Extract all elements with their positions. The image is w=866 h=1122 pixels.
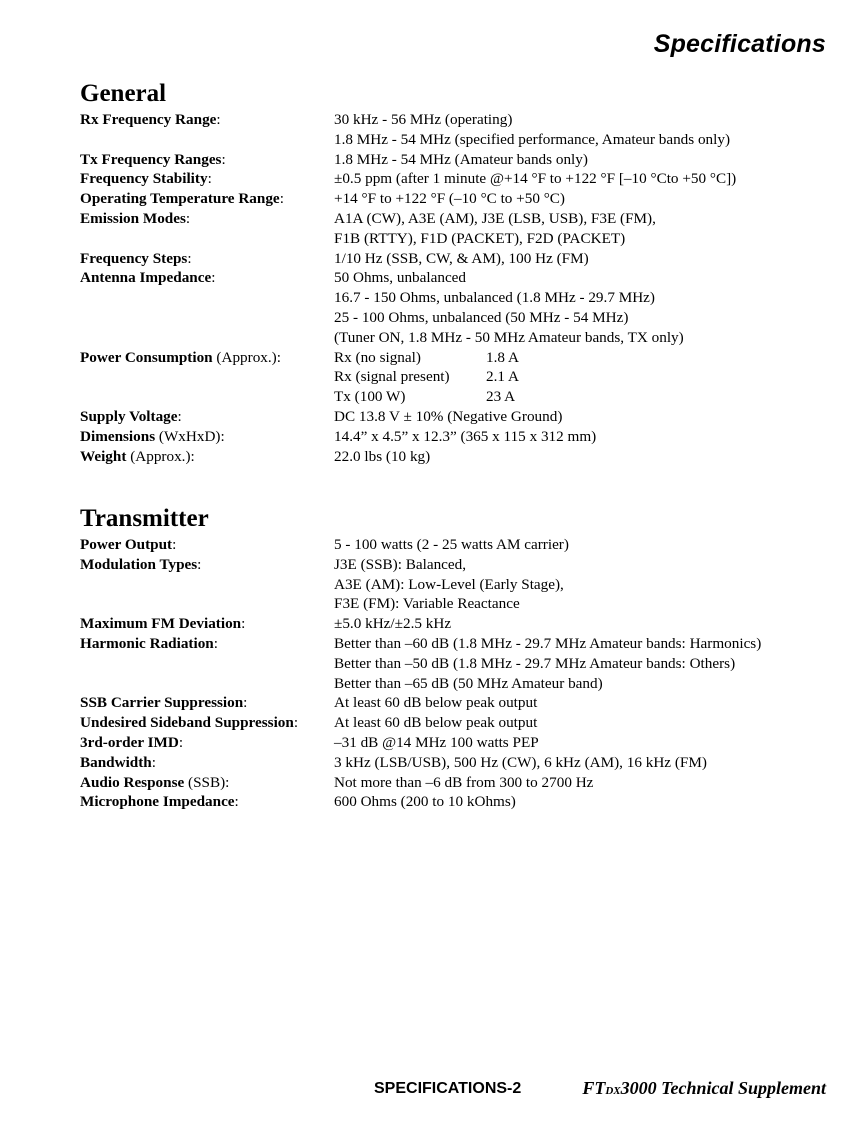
spec-values <box>334 555 840 614</box>
spec-label-bold: Supply Voltage <box>80 407 178 425</box>
spec-label <box>80 733 334 753</box>
spec-row <box>80 792 840 812</box>
spec-values <box>334 792 840 812</box>
spec-label-bold: Audio Response <box>80 773 185 791</box>
spec-values <box>334 693 840 713</box>
spec-value: At least 60 dB below peak output <box>334 714 538 732</box>
spec-values <box>334 733 840 753</box>
spec-label-suffix: : <box>172 536 177 553</box>
spec-label <box>80 150 334 170</box>
spec-label-suffix: : <box>178 733 184 751</box>
spec-label <box>80 773 334 793</box>
spec-value: (Tuner ON, 1.8 MHz - 50 MHz Amateur bands, TX only) <box>334 328 684 346</box>
power-consumption-line <box>334 348 840 368</box>
spec-row <box>80 268 840 347</box>
spec-value: 1/10 Hz (SSB, CW, & AM), 100 Hz (FM) <box>334 249 589 267</box>
spec-label <box>80 693 334 713</box>
spec-label-bold: Power Output <box>80 536 173 553</box>
spec-label-bold: Operating Temperature Range <box>80 190 280 208</box>
spec-label-bold: Emission Modes <box>80 209 186 227</box>
spec-label-bold: Frequency Steps <box>80 249 188 267</box>
spec-label <box>80 169 334 189</box>
spec-value: 22.0 lbs (10 kg) <box>334 447 431 465</box>
power-condition: Rx (signal present) <box>334 368 450 386</box>
spec-values <box>334 427 840 447</box>
power-consumption-line <box>334 367 840 387</box>
spec-values <box>334 634 840 693</box>
spec-values <box>334 407 840 427</box>
spec-label-bold: Harmonic Radiation <box>80 634 214 652</box>
power-condition: Rx (no signal) <box>334 348 421 366</box>
spec-label-suffix: (Approx.): <box>126 447 195 465</box>
spec-label <box>80 634 334 693</box>
spec-label <box>80 535 334 555</box>
footer-model-title <box>582 1078 826 1099</box>
spec-values <box>334 110 840 150</box>
spec-value: J3E (SSB): Balanced, <box>334 555 467 573</box>
spec-label-bold: Power Consumption <box>80 348 213 366</box>
spec-label-suffix: (SSB): <box>184 773 230 791</box>
spec-label-bold: Modulation Types <box>80 555 198 573</box>
model-rest: 3000 Technical Supplement <box>620 1078 826 1098</box>
spec-label-suffix: : <box>211 269 216 287</box>
spec-row <box>80 427 840 447</box>
spec-value: A1A (CW), A3E (AM), J3E (LSB, USB), F3E (FM), <box>334 209 656 227</box>
spec-row <box>80 189 840 209</box>
spec-values <box>334 150 840 170</box>
spec-values <box>334 189 840 209</box>
power-current: 1.8 A <box>486 348 519 366</box>
spec-row <box>80 407 840 427</box>
spec-row <box>80 773 840 793</box>
spec-row <box>80 713 840 733</box>
spec-value: 14.4” x 4.5” x 12.3” (365 x 115 x 312 mm) <box>334 427 597 445</box>
page-title: Specifications <box>653 30 826 58</box>
spec-values <box>334 614 840 634</box>
spec-label <box>80 268 334 347</box>
spec-label-bold: Undesired Sideband Suppression <box>80 714 294 732</box>
power-current: 23 A <box>486 388 516 406</box>
spec-value: F3E (FM): Variable Reactance <box>334 595 520 613</box>
spec-row <box>80 693 840 713</box>
spec-label-suffix: : <box>243 694 248 712</box>
spec-label <box>80 110 334 150</box>
spec-label-bold: Antenna Impedance <box>80 269 212 287</box>
spec-label-bold: 3rd-order IMD <box>80 733 179 751</box>
spec-label-bold: SSB Carrier Suppression <box>80 694 244 712</box>
spec-label-bold: Maximum FM Deviation <box>80 615 242 633</box>
spec-label-suffix: (WxHxD): <box>155 427 225 445</box>
spec-values <box>334 447 840 467</box>
spec-value: 16.7 - 150 Ohms, unbalanced (1.8 MHz - 29.7 MHz) <box>334 289 655 307</box>
spec-value: –31 dB @14 MHz 100 watts PEP <box>334 733 539 751</box>
transmitter-section <box>80 505 840 812</box>
spec-value: +14 °F to +122 °F (–10 °C to +50 °C) <box>334 190 565 208</box>
spec-value: 600 Ohms (200 to 10 kOhms) <box>334 793 516 811</box>
spec-values <box>334 773 840 793</box>
transmitter-spec-list <box>80 535 840 812</box>
spec-label <box>80 447 334 467</box>
spec-value: 1.8 MHz - 54 MHz (Amateur bands only) <box>334 150 588 168</box>
spec-value: Better than –60 dB (1.8 MHz - 29.7 MHz Amateur bands: Harmonics) <box>334 634 762 652</box>
spec-label-suffix: (Approx.): <box>212 348 281 366</box>
spec-label-bold: Weight <box>80 447 127 465</box>
spec-label-suffix: : <box>216 111 221 128</box>
general-spec-list-2 <box>80 407 840 466</box>
spec-row <box>80 110 840 150</box>
spec-label <box>80 209 334 249</box>
spec-label-suffix: : <box>213 634 218 652</box>
spec-row <box>80 150 840 170</box>
general-section <box>80 80 840 466</box>
spec-label-suffix: : <box>177 407 182 425</box>
spec-value: 1.8 MHz - 54 MHz (specified performance, Amateur bands only) <box>334 130 731 148</box>
spec-value: Not more than –6 dB from 300 to 2700 Hz <box>334 773 594 791</box>
spec-label-bold: Bandwidth <box>80 753 152 771</box>
spec-label-bold: Rx Frequency Range <box>80 111 217 128</box>
spec-value: At least 60 dB below peak output <box>334 694 538 712</box>
spec-row <box>80 733 840 753</box>
spec-label-suffix: : <box>279 190 284 208</box>
spec-value: 30 kHz - 56 MHz (operating) <box>334 111 513 128</box>
spec-row <box>80 209 840 249</box>
spec-value: 25 - 100 Ohms, unbalanced (50 MHz - 54 MHz) <box>334 308 629 326</box>
spec-row-power-consumption <box>80 348 840 407</box>
general-spec-list <box>80 110 840 348</box>
spec-row <box>80 535 840 555</box>
spec-label <box>80 407 334 427</box>
model-subscript: DX <box>605 1085 621 1097</box>
spec-label-suffix: : <box>185 209 191 227</box>
spec-label <box>80 189 334 209</box>
spec-label-suffix: : <box>207 170 212 188</box>
model-prefix: FT <box>582 1078 606 1098</box>
spec-value: Better than –65 dB (50 MHz Amateur band) <box>334 674 603 692</box>
spec-value: A3E (AM): Low-Level (Early Stage), <box>334 575 564 593</box>
spec-label-suffix: : <box>151 753 156 771</box>
power-consumption-values <box>334 348 840 407</box>
spec-values <box>334 209 840 249</box>
spec-row <box>80 753 840 773</box>
spec-row <box>80 555 840 614</box>
spec-row <box>80 634 840 693</box>
spec-value: 3 kHz (LSB/USB), 500 Hz (CW), 6 kHz (AM), 16 kHz (FM) <box>334 753 707 771</box>
spec-values <box>334 169 840 189</box>
spec-label <box>80 713 334 733</box>
spec-value: 5 - 100 watts (2 - 25 watts AM carrier) <box>334 536 569 553</box>
spec-values <box>334 713 840 733</box>
spec-value: 50 Ohms, unbalanced <box>334 269 467 287</box>
spec-value: ±5.0 kHz/±2.5 kHz <box>334 615 452 633</box>
spec-values <box>334 535 840 555</box>
spec-label-bold: Microphone Impedance <box>80 793 235 811</box>
spec-label <box>80 348 334 407</box>
spec-values <box>334 268 840 347</box>
spec-label-suffix: : <box>234 793 239 811</box>
spec-label-bold: Dimensions <box>80 427 156 445</box>
spec-row <box>80 447 840 467</box>
spec-values <box>334 753 840 773</box>
spec-value: Better than –50 dB (1.8 MHz - 29.7 MHz Amateur bands: Others) <box>334 654 736 672</box>
spec-row <box>80 169 840 189</box>
power-current: 2.1 A <box>486 368 519 386</box>
power-condition: Tx (100 W) <box>334 388 406 406</box>
page-footer <box>0 1078 866 1102</box>
power-consumption-line <box>334 387 840 407</box>
spec-label <box>80 792 334 812</box>
spec-label-suffix: : <box>241 615 246 633</box>
spec-label-suffix: : <box>221 150 226 168</box>
section-heading-transmitter: Transmitter <box>80 505 209 532</box>
spec-label-suffix: : <box>197 555 202 573</box>
spec-label <box>80 249 334 269</box>
spec-label-suffix: : <box>293 714 299 732</box>
spec-row <box>80 614 840 634</box>
spec-value: F1B (RTTY), F1D (PACKET), F2D (PACKET) <box>334 229 626 247</box>
spec-label <box>80 555 334 614</box>
spec-row <box>80 249 840 269</box>
spec-label-bold: Tx Frequency Ranges <box>80 150 222 168</box>
spec-value: DC 13.8 V ± 10% (Negative Ground) <box>334 407 563 425</box>
section-heading-general: General <box>80 80 167 107</box>
spec-label-suffix: : <box>187 249 192 267</box>
spec-label <box>80 427 334 447</box>
spec-label-bold: Frequency Stability <box>80 170 208 188</box>
spec-label <box>80 614 334 634</box>
spec-value: ±0.5 ppm (after 1 minute @+14 °F to +122 °F [–10 °Cto +50 °C]) <box>334 170 737 188</box>
spec-values <box>334 249 840 269</box>
footer-page-label: SPECIFICATIONS-2 <box>374 1080 522 1097</box>
spec-label <box>80 753 334 773</box>
